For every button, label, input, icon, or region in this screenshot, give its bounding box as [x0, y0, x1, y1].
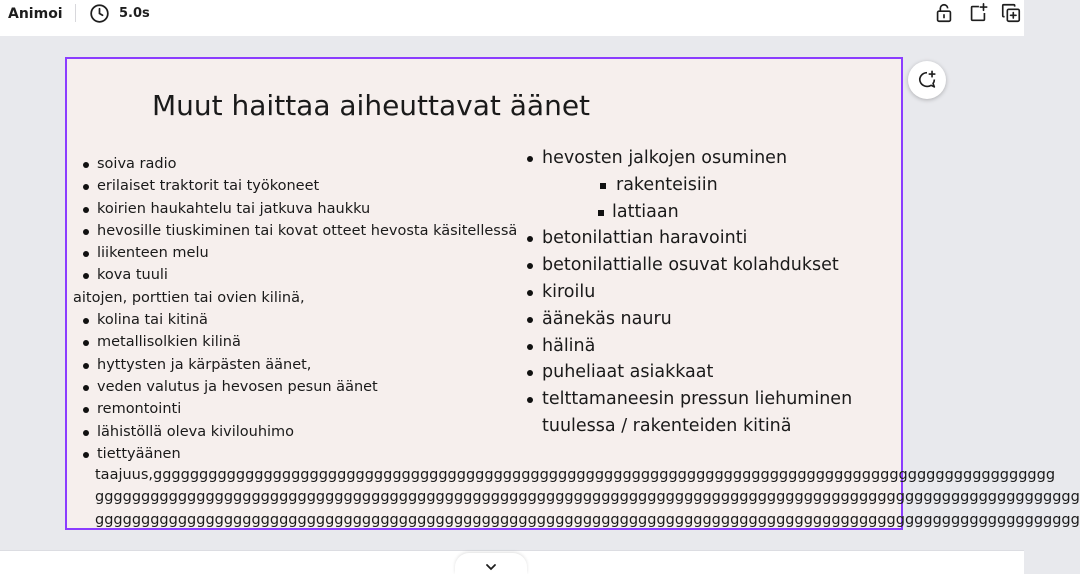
right-list-item [523, 252, 903, 279]
bullet-dot [83, 340, 89, 346]
bullet-dot [83, 251, 89, 257]
bullet-dot [83, 229, 89, 235]
left-list-item-text: hyttysten ja kärpästen äänet, [97, 356, 312, 373]
left-list-item-text: aitojen, porttien tai ovien kilinä, [73, 289, 305, 306]
bullet-dot [527, 370, 533, 376]
right-list-item-text: telttamaneesin pressun liehuminen [542, 389, 853, 410]
duration-button[interactable] [89, 2, 150, 24]
bullet-dot [83, 407, 89, 413]
bullet-dot [83, 162, 89, 168]
overflow-text-lines[interactable] [95, 464, 1080, 531]
left-list-item [73, 153, 533, 175]
right-list-item [523, 359, 903, 386]
left-list-item-text: metallisolkien kilinä [97, 334, 241, 351]
right-list-item [523, 306, 903, 333]
bullet-dot [527, 317, 533, 323]
lock-icon[interactable] [933, 2, 955, 24]
right-list-item-text: kiroilu [542, 281, 596, 302]
bullet-dot [527, 344, 533, 350]
add-comment-button[interactable] [908, 61, 946, 99]
right-list-item-text: rakenteisiin [616, 174, 718, 195]
right-list-item-text: betonilattialle osuvat kolahdukset [542, 255, 839, 276]
left-list-item [73, 309, 533, 331]
left-list-item-text: remontointi [97, 401, 182, 418]
left-list-item [73, 287, 533, 309]
left-list-item-text: koirien haukahtelu tai jatkuva haukku [97, 200, 371, 217]
bullet-dot [83, 184, 89, 190]
overflow-text-line: taajuus,gggggggggggggggggggggggggggggggggggggggggggggggggggggggggggggggggggggggggggggggggggggggggggggggggg [95, 467, 1056, 483]
left-bullet-list[interactable] [73, 153, 533, 465]
left-list-item-text: tiettyäänen [97, 445, 181, 462]
animate-button[interactable]: Animoi [8, 6, 63, 22]
chevron-down-icon [485, 562, 497, 572]
expand-pages-toggle[interactable] [455, 553, 527, 574]
left-list-item-text: erilaiset traktorit tai työkoneet [97, 178, 320, 195]
square-bullet [600, 183, 606, 189]
comment-plus-icon [916, 69, 938, 91]
left-list-item-text: kova tuuli [97, 267, 168, 284]
add-page-icon[interactable] [967, 2, 989, 24]
bullet-dot [527, 156, 533, 162]
right-list-item [523, 333, 903, 360]
duration-label: 5.0s [119, 5, 150, 21]
bullet-dot [83, 385, 89, 391]
right-list-item [523, 413, 903, 440]
left-list-item [73, 421, 533, 443]
left-list-item [73, 376, 533, 398]
left-list-item-text: soiva radio [97, 156, 177, 172]
left-list-item-text: lähistöllä oleva kivilouhimo [97, 423, 295, 440]
toolbar-divider [75, 4, 76, 22]
left-list-item-text: kolina tai kitinä [97, 312, 208, 329]
left-list-item [73, 198, 533, 220]
overflow-text-line: ggggggggggggggggggggggggggggggggggggggggggggggggggggggggggggggggggggggggggggggggggggggggggggggggggggggggggg [95, 489, 1080, 506]
slide-canvas[interactable] [65, 57, 1080, 530]
left-list-item [73, 331, 533, 353]
right-list-item [523, 225, 903, 252]
bullet-dot [83, 318, 89, 324]
left-list-item-text: veden valutus ja hevosen pesun äänet [97, 378, 378, 395]
left-list-item [73, 242, 533, 264]
overflow-text-line: ggggggggggggggggggggggggggggggggggggggggggggggggggggggggggggggggggggggggggggggggggggggggggggggggggggggggggg [95, 511, 1080, 528]
bullet-dot [527, 397, 533, 403]
slide-title[interactable]: Muut haittaa aiheuttavat äänet [152, 89, 591, 122]
right-list-item-text: puheliaat asiakkaat [542, 362, 714, 383]
right-list-item-text: tuulessa / rakenteiden kitinä [542, 415, 792, 436]
left-list-item-text: liikenteen melu [97, 245, 209, 262]
right-list-item [523, 386, 903, 413]
square-bullet [598, 210, 604, 216]
right-list-item [523, 145, 903, 172]
right-list-item-text: betonilattian haravointi [542, 228, 748, 249]
bullet-dot [527, 290, 533, 296]
bullet-dot [527, 236, 533, 242]
bullet-dot [83, 207, 89, 213]
right-list-item [523, 172, 903, 199]
left-list-item [73, 398, 533, 420]
left-list-item-text: hevosille tiuskiminen tai kovat otteet hevosta käsitellessä [97, 222, 518, 239]
right-list-item-text: hälinä [542, 335, 596, 356]
bullet-dot [83, 430, 89, 436]
bullet-dot [83, 363, 89, 369]
right-bullet-list[interactable] [523, 145, 903, 440]
left-list-item [73, 443, 533, 465]
left-list-item [73, 175, 533, 197]
duplicate-page-icon[interactable] [1000, 2, 1022, 24]
bullet-dot [83, 273, 89, 279]
clock-icon [89, 3, 110, 24]
bullet-dot [527, 263, 533, 269]
right-list-item-text: lattiaan [612, 201, 679, 222]
top-toolbar [0, 0, 1024, 36]
left-list-item [73, 220, 533, 242]
right-list-item-text: hevosten jalkojen osuminen [542, 148, 788, 168]
left-list-item [73, 354, 533, 376]
left-list-item [73, 264, 533, 286]
right-list-item-text: äänekäs nauru [542, 308, 672, 329]
bullet-dot [83, 452, 89, 458]
right-list-item [523, 199, 903, 226]
right-list-item [523, 279, 903, 306]
